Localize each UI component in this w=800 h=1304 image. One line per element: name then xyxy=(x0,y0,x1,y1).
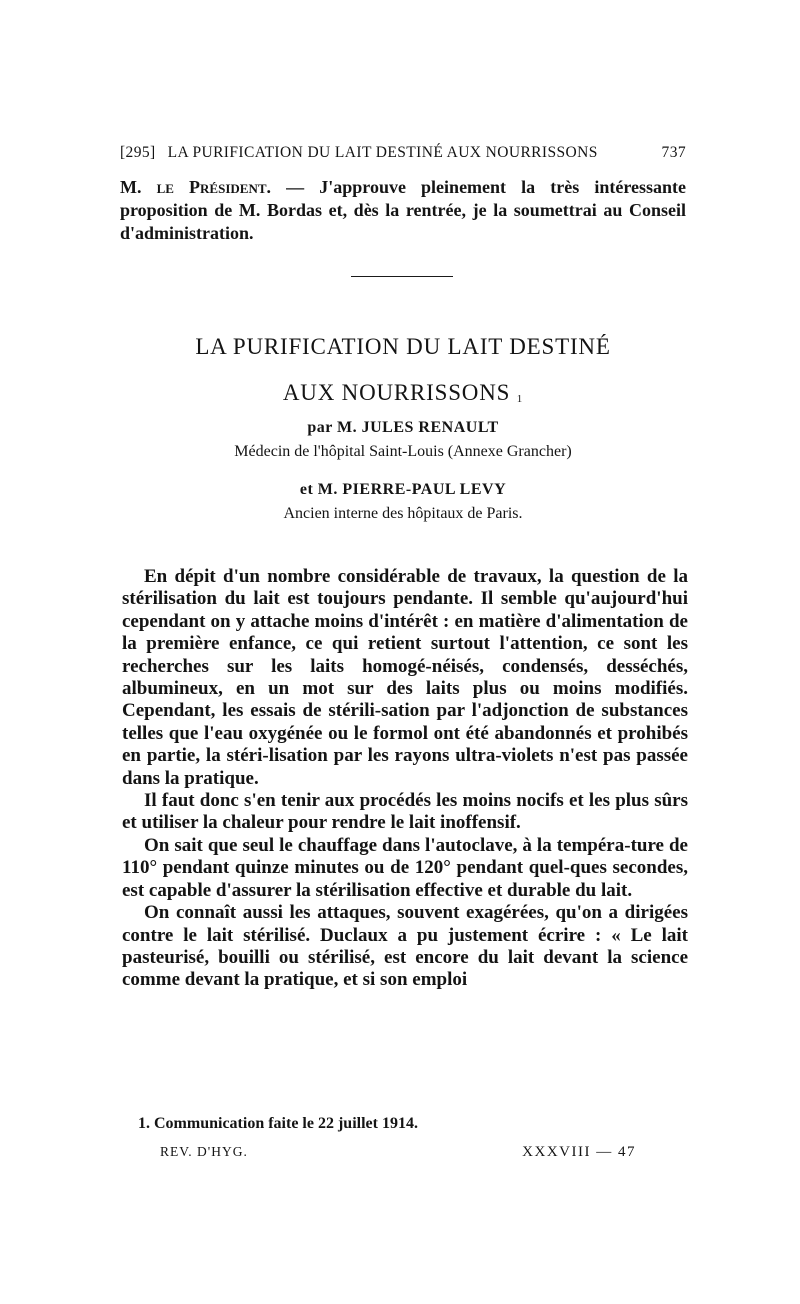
intro-paragraph xyxy=(120,176,686,245)
section-divider xyxy=(351,276,453,277)
affiliation-1: Médecin de l'hôpital Saint-Louis (Annexe Grancher) xyxy=(234,443,572,460)
running-head-title: LA PURIFICATION DU LAIT DESTINÉ AUX NOURRISSONS xyxy=(167,144,598,161)
article-body xyxy=(122,566,688,992)
running-head xyxy=(120,144,686,162)
footnote: 1. Communication faite le 22 juillet 1914. xyxy=(138,1115,418,1132)
paragraph-2: Il faut donc s'en tenir aux procédés les moins nocifs et les plus sûrs et utiliser la chaleur pour rendre le lait inoffensif. xyxy=(122,790,688,834)
paragraph-3: On sait que seul le chauffage dans l'autoclave, à la tempéra-ture de 110° pendant quinze minutes ou de 120° pendant quel-ques secondes, est capable d'assurer la stérilisation effective et durable du lait. xyxy=(122,834,688,901)
author-block xyxy=(120,416,686,540)
paragraph-4: On connaît aussi les attaques, souvent exagérées, qu'on a dirigées contre le lait stérilisé. Duclaux a pu justement écrire : « Le lait pasteurisé, bouilli ou stérilisé, est encore du lait devant la science comme devant la pratique, et si son emploi xyxy=(122,902,688,991)
speaker-name: M. le Président. xyxy=(120,177,272,197)
page-number: 737 xyxy=(661,144,686,161)
signature-mark: XXXVIII — 47 xyxy=(522,1144,636,1160)
author-2: et M. PIERRE-PAUL LEVY xyxy=(299,481,507,498)
affiliation-2: Ancien interne des hôpitaux de Paris. xyxy=(283,505,523,522)
paragraph-1: En dépit d'un nombre considérable de travaux, la question de la stérilisation du lait est toujours pendante. Il semble qu'aujourd'hui cependant on y attache moins d'intérêt : en matière d'alimentation de la première enfance, ce qui retient surtout l'attention, ce sont les recherches sur les laits homogé-néisés, condensés, desséchés, albumineux, en un mot sur des laits plus ou moins modifiés. Cependant, les essais de stérili-sation par l'adjonction de substances telles que l'eau oxygénée ou le formol ont été abandonnés et prohibés en partie, la stéri-lisation par les rayons ultra-violets n'est pas passée dans la pratique. xyxy=(122,566,688,789)
article-title-line-2: AUX NOURRISSONS xyxy=(282,380,511,405)
intro-text: — J'approuve pleinement la très intéressante proposition de M. Bordas et, dès la rentrée, je la soumettrai au Conseil d'administration. xyxy=(120,177,687,243)
journal-abbreviation: REV. D'HYG. xyxy=(160,1144,248,1159)
author-1: par M. JULES RENAULT xyxy=(307,419,499,436)
page-reference: [295] xyxy=(120,144,156,161)
article-title xyxy=(120,324,686,416)
bottom-line xyxy=(160,1144,636,1161)
article-title-line-1: LA PURIFICATION DU LAIT DESTINÉ xyxy=(195,334,611,359)
footnote-marker: 1 xyxy=(516,393,524,405)
